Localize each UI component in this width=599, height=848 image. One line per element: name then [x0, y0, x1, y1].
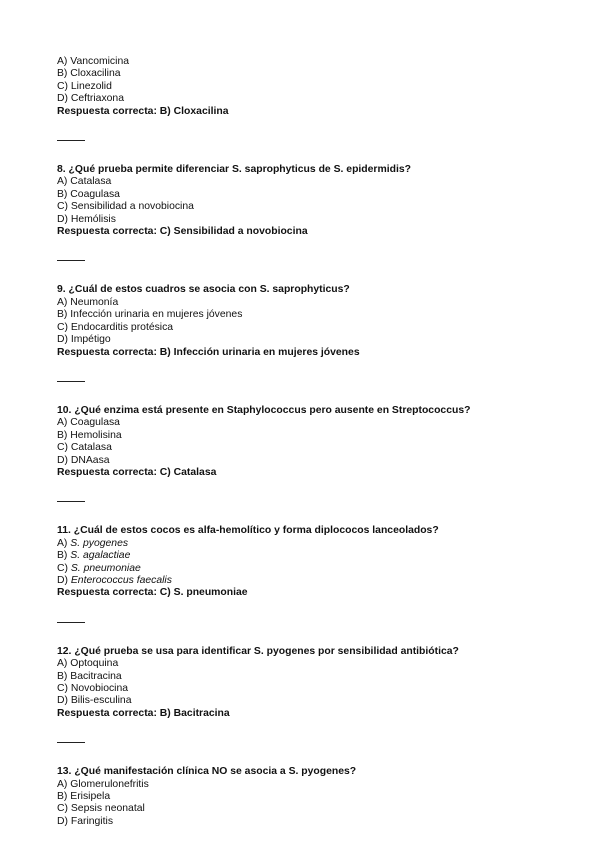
option-text: Cloxacilina [70, 68, 121, 80]
option-text: DNAasa [70, 454, 110, 466]
option-text: Novobiocina [70, 683, 129, 694]
answer-option [57, 297, 577, 309]
answer-option [57, 322, 577, 334]
option-text: Ceftriaxona [70, 93, 124, 105]
option-letter: B) [57, 309, 71, 321]
answer-option [57, 334, 577, 346]
correct-answer: Respuesta correcta: B) Infección urinaria en mujeres jóvenes [57, 346, 360, 358]
question-text: 11. ¿Cuál de estos cocos es alfa-hemolítico y forma diplococos lanceolados? [57, 525, 439, 537]
option-text: Coagulasa [70, 188, 120, 200]
answer-option [57, 575, 577, 587]
question-block [57, 525, 577, 599]
option-letter: B) [57, 188, 71, 200]
question-text: 10. ¿Qué enzima está presente en Staphylococcus pero ausente en Streptococcus? [57, 404, 471, 416]
option-letter: C) [57, 803, 71, 815]
question-block [57, 164, 577, 238]
separator-line [57, 742, 85, 743]
option-letter: A) [57, 537, 71, 549]
option-text: Optoquina [70, 658, 119, 670]
answer-option [57, 779, 577, 791]
answer-option [57, 538, 577, 550]
answer-option [57, 81, 577, 93]
option-letter: A) [57, 658, 71, 670]
correct-answer: Respuesta correcta: C) S. pneumoniae [57, 587, 248, 599]
correct-answer: Respuesta correcta: C) Sensibilidad a novobiocina [57, 226, 308, 238]
question-block [57, 766, 577, 828]
question-block [57, 405, 577, 479]
option-text: Faringitis [70, 815, 114, 827]
answer-option [57, 189, 577, 201]
option-text: Glomerulonefritis [70, 778, 149, 790]
option-text: S. pyogenes [70, 537, 129, 549]
option-letter: C) [57, 321, 71, 333]
option-text: Coagulasa [70, 417, 120, 429]
option-text: Hemólisis [70, 213, 116, 225]
answer-option [57, 430, 577, 442]
question-block [57, 56, 577, 118]
question-text: 8. ¿Qué prueba permite diferenciar S. saprophyticus de S. epidermidis? [57, 164, 411, 176]
option-letter: A) [57, 778, 71, 790]
question-block [57, 284, 577, 358]
option-letter: B) [57, 550, 71, 562]
answer-option [57, 658, 577, 670]
option-text: Bilis-esculina [70, 695, 132, 707]
option-text: Neumonía [70, 296, 119, 308]
correct-answer: Respuesta correcta: B) Cloxacilina [57, 105, 229, 117]
option-letter: D) [57, 454, 71, 466]
option-letter: C) [57, 201, 71, 213]
option-letter: A) [57, 296, 71, 308]
answer-option [57, 176, 577, 188]
option-letter: D) [57, 213, 71, 225]
answer-option [57, 550, 577, 562]
option-letter: C) [57, 442, 71, 454]
option-letter: B) [57, 68, 71, 80]
option-text: Sensibilidad a novobiocina [70, 201, 194, 213]
answer-option [57, 442, 577, 454]
option-letter: A) [57, 56, 71, 67]
option-letter: C) [57, 80, 71, 92]
option-text: Endocarditis protésica [70, 321, 174, 333]
question-text: 9. ¿Cuál de estos cuadros se asocia con S. saprophyticus? [57, 284, 350, 296]
separator-line [57, 622, 85, 623]
answer-option [57, 803, 577, 815]
option-letter: C) [57, 562, 71, 574]
option-letter: A) [57, 417, 71, 429]
option-letter: D) [57, 93, 71, 105]
option-text: Linezolid [70, 80, 112, 92]
question-text: 13. ¿Qué manifestación clínica NO se asocia a S. pyogenes? [57, 766, 357, 778]
answer-option [57, 201, 577, 213]
document-page [57, 56, 577, 828]
answer-option [57, 563, 577, 575]
option-letter: B) [57, 670, 71, 682]
option-text: Catalasa [70, 176, 112, 188]
option-text: Vancomicina [70, 56, 129, 67]
option-letter: D) [57, 334, 71, 346]
answer-option [57, 671, 577, 683]
option-letter: D) [57, 574, 71, 586]
option-letter: D) [57, 695, 71, 707]
answer-option [57, 214, 577, 226]
option-text: Enterococcus faecalis [70, 574, 172, 586]
answer-option [57, 455, 577, 467]
option-letter: B) [57, 429, 71, 441]
option-text: Infección urinaria en mujeres jóvenes [70, 309, 243, 321]
answer-option [57, 56, 577, 68]
option-text: Catalasa [70, 442, 112, 454]
option-text: Bacitracina [70, 670, 122, 682]
separator-line [57, 381, 85, 382]
option-letter: D) [57, 815, 71, 827]
question-block [57, 646, 577, 720]
answer-option [57, 417, 577, 429]
answer-option [57, 791, 577, 803]
option-text: Erisipela [70, 791, 111, 803]
answer-option [57, 93, 577, 105]
answer-option [57, 816, 577, 828]
separator-line [57, 260, 85, 261]
answer-option [57, 309, 577, 321]
answer-option [57, 683, 577, 695]
option-text: Sepsis neonatal [70, 803, 145, 815]
correct-answer: Respuesta correcta: C) Catalasa [57, 466, 217, 478]
option-letter: A) [57, 176, 71, 188]
question-text: 12. ¿Qué prueba se usa para identificar S. pyogenes por sensibilidad antibiótica? [57, 645, 459, 657]
option-text: Impétigo [70, 334, 111, 346]
option-text: S. pneumoniae [70, 562, 141, 574]
answer-option [57, 695, 577, 707]
separator-line [57, 501, 85, 502]
option-text: Hemolisina [70, 429, 122, 441]
separator-line [57, 140, 85, 141]
option-letter: B) [57, 791, 71, 803]
option-letter: C) [57, 683, 71, 694]
correct-answer: Respuesta correcta: B) Bacitracina [57, 707, 230, 719]
answer-option [57, 68, 577, 80]
option-text: S. agalactiae [70, 550, 131, 562]
